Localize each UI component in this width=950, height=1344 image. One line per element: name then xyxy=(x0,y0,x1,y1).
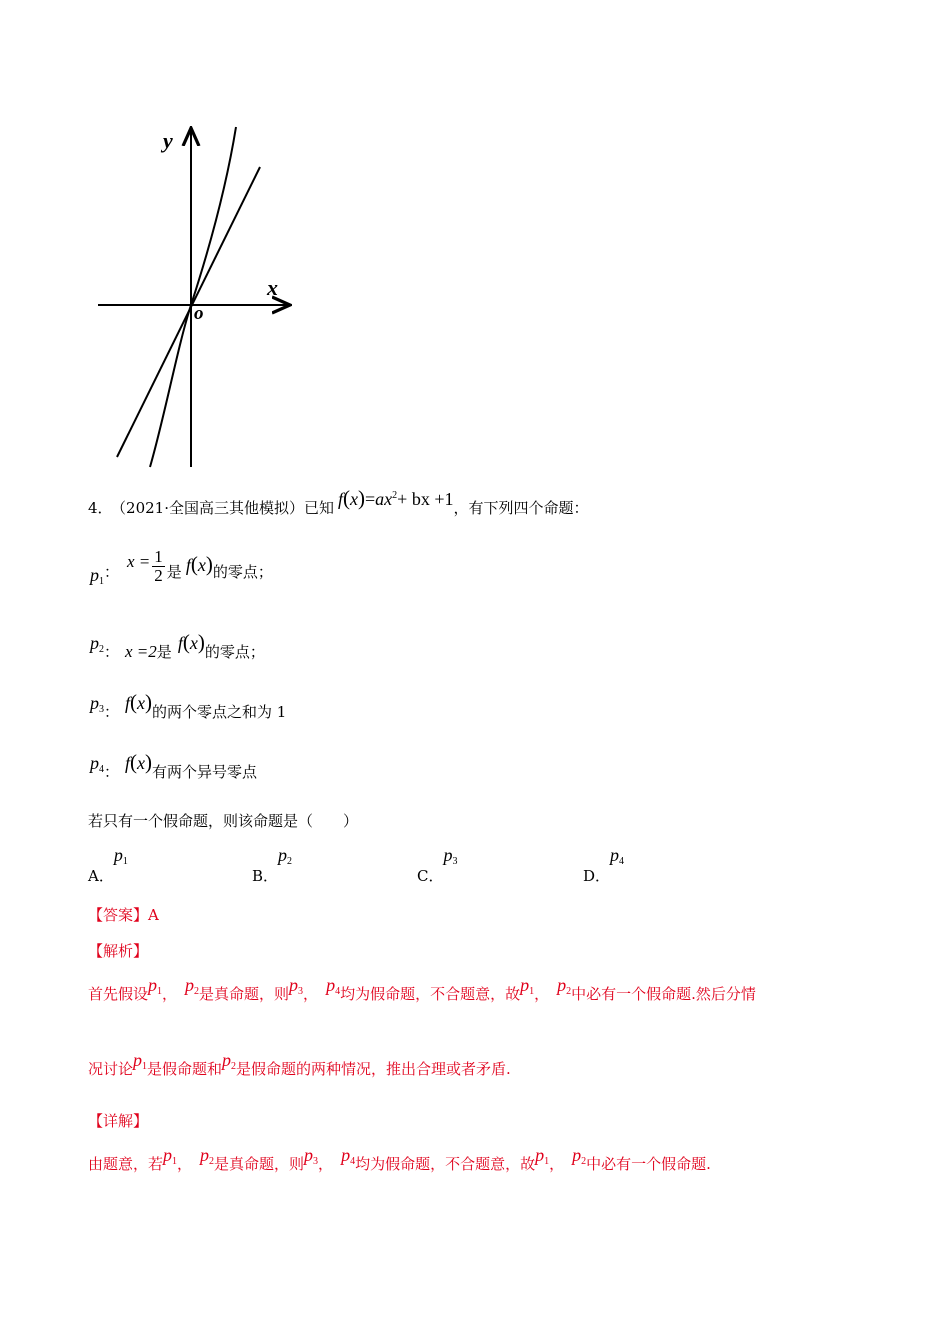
analysis-tag: 【解析】 xyxy=(88,942,149,960)
p1-condition: x = $\frac{1}{2}$ xyxy=(127,547,163,585)
option-d-symbol: $p_4$ xyxy=(610,845,625,867)
function-definition: $f(x)=ax^2+$ bx +1 xyxy=(338,486,454,510)
analysis-line-2: 况讨论$p_1$是假命题和$p_2$是假命题的两种情况，推出合理或者矛盾. xyxy=(88,1050,511,1078)
p2-is: 是 xyxy=(156,643,172,661)
proposition-p3 xyxy=(90,690,286,722)
option-c[interactable]: C．$p_3$ xyxy=(417,845,458,885)
option-b-symbol: $p_2$ xyxy=(278,845,293,867)
option-c-symbol: $p_3$ xyxy=(443,845,458,867)
answer-tag: 【答案】 xyxy=(88,906,149,924)
p3-function: f(x) xyxy=(125,690,153,714)
p4-tail: 有两个异号零点 xyxy=(152,763,258,781)
p4-function: f(x) xyxy=(125,750,153,774)
p1-tail: 的零点； xyxy=(212,563,273,581)
x-axis-label: x xyxy=(267,275,278,300)
curve xyxy=(150,127,236,467)
p2-function: f(x) xyxy=(177,630,205,654)
p3-symbol: $p_3$ xyxy=(90,693,104,715)
option-a-symbol: $p_1$ xyxy=(113,845,128,867)
p1-is: 是 xyxy=(166,563,182,581)
question-number: 4． xyxy=(88,499,113,517)
y-axis-label: y xyxy=(163,128,173,153)
detail-line: 由题意，若$p_1$， $p_2$是真命题，则$p_3$， $p_4$均为假命题，不合题意，故$p_1$， $p_2$中必有一个假命题. xyxy=(88,1145,711,1173)
analysis-line-1: 首先假设$p_1$， $p_2$是真命题，则$p_3$， $p_4$均为假命题，不合题意，故$p_1$， $p_2$中必有一个假命题.然后分情 xyxy=(88,975,756,1003)
proposition-p2 xyxy=(90,630,265,662)
proposition-p1 xyxy=(90,548,273,587)
question-intro-tail: ，有下列四个命题： xyxy=(453,499,589,517)
detail-tag: 【详解】 xyxy=(88,1112,149,1130)
option-a[interactable]: A．$p_1$ xyxy=(88,845,128,885)
p1-symbol: $p_1$ xyxy=(90,565,104,587)
origin-label: o xyxy=(194,303,204,324)
p2-tail: 的零点； xyxy=(204,643,265,661)
question-intro xyxy=(88,486,589,518)
p1-colon: ： xyxy=(104,563,120,581)
p2-colon: ： xyxy=(104,643,120,661)
question-stem: 若只有一个假命题，则该命题是（ ） xyxy=(88,812,359,830)
p1-function: f(x) xyxy=(185,552,213,576)
answer-value: A xyxy=(148,906,159,924)
p4-symbol: $p_4$ xyxy=(90,753,104,775)
option-b[interactable]: B．$p_2$ xyxy=(252,845,293,885)
option-d[interactable]: D．$p_4$ xyxy=(583,845,625,885)
p2-symbol: $p_2$ xyxy=(90,633,104,655)
p4-colon: ： xyxy=(104,763,120,781)
p2-condition: x =2 xyxy=(125,642,157,661)
p3-tail: 的两个零点之和为 1 xyxy=(152,703,287,721)
proposition-p4 xyxy=(90,750,257,782)
answer-line xyxy=(88,904,159,925)
question-source: （2021·全国高三其他模拟）已知 xyxy=(118,499,334,517)
p3-colon: ： xyxy=(104,703,120,721)
